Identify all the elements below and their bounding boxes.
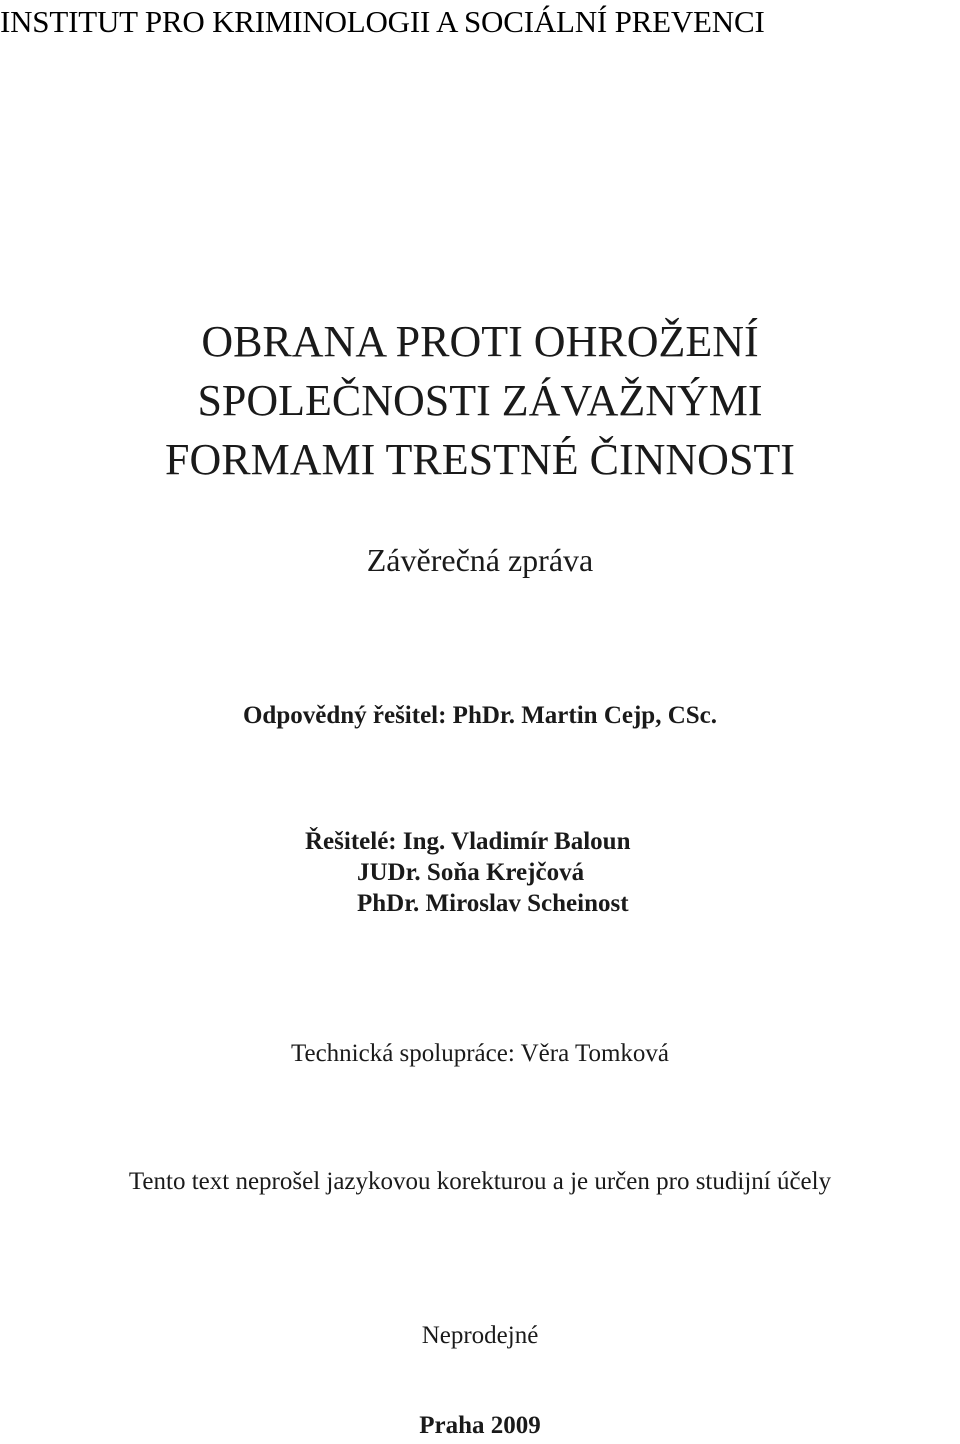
not-for-sale: Neprodejné	[421, 1322, 539, 1349]
solvers-list	[305, 826, 631, 919]
responsible-solver: Odpovědný řešitel: PhDr. Martin Cejp, CSc.	[242, 702, 718, 729]
proofreading-note: Tento text neprošel jazykovou korekturou a je určen pro studijní účely	[128, 1168, 832, 1195]
report-title-line-1: OBRANA PROTI OHROŽENÍ	[201, 317, 759, 366]
solver-line-3: PhDr. Miroslav Scheinost	[357, 890, 629, 917]
solver-line-1: Řešitelé: Ing. Vladimír Baloun	[305, 828, 631, 855]
report-title-line-3: FORMAMI TRESTNÉ ČINNOSTI	[165, 435, 795, 484]
technical-cooperation: Technická spolupráce: Věra Tomková	[290, 1040, 670, 1067]
report-title	[0, 312, 960, 489]
report-subtitle: Závěrečná zpráva	[366, 542, 594, 578]
report-title-line-2: SPOLEČNOSTI ZÁVAŽNÝMI	[197, 376, 763, 425]
place-year: Praha 2009	[419, 1412, 541, 1439]
institute-name: INSTITUT PRO KRIMINOLOGII A SOCIÁLNÍ PREVENCI	[0, 4, 765, 39]
solver-line-2: JUDr. Soňa Krejčová	[357, 859, 585, 886]
